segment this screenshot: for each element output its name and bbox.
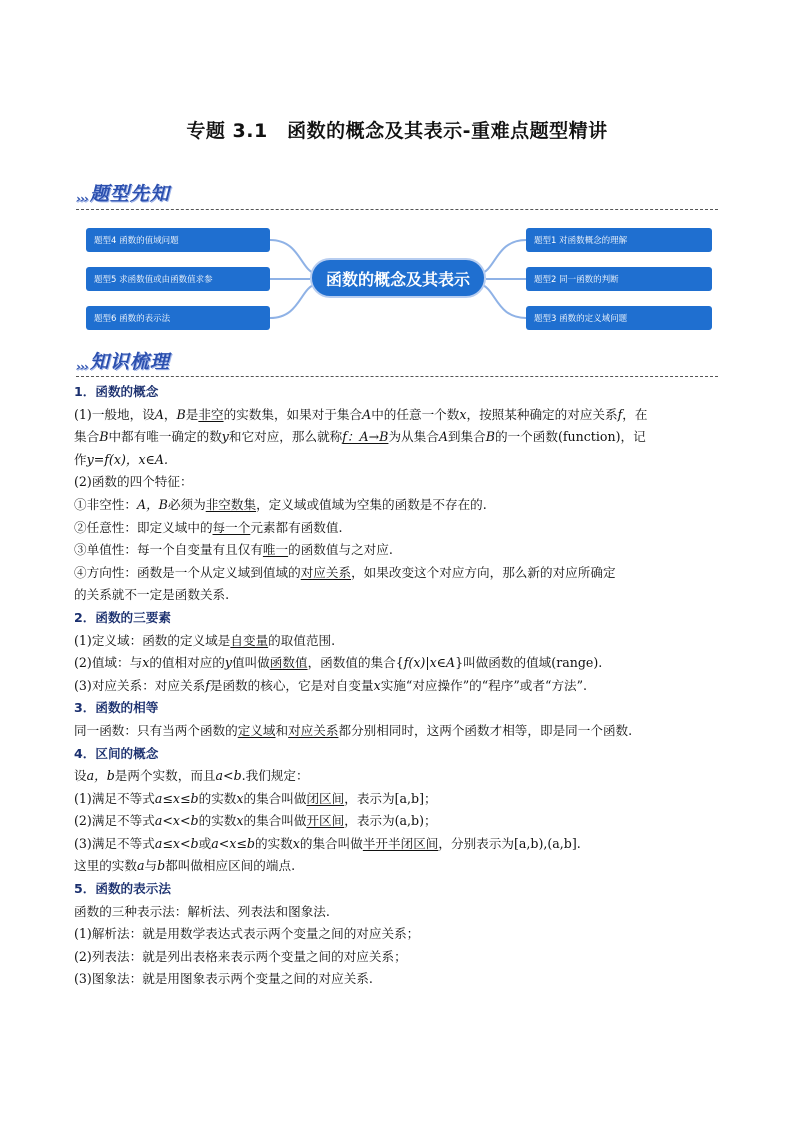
- heading-representation: 5．函数的表示法: [74, 881, 171, 897]
- paragraph: (2)函数的四个特征：: [74, 474, 193, 490]
- paragraph: 同一函数：只有当两个函数的定义域和对应关系都分别相同时，这两个函数才相等，即是同一个函数.: [74, 722, 633, 738]
- paragraph: (3)满足不等式a≤x<b或a<x≤b的实数x的集合叫做半开半闭区间，分别表示为[a,b),(a,b].: [74, 835, 581, 851]
- page-title: 专题 3.1 函数的概念及其表示-重难点题型精讲: [186, 120, 608, 142]
- mindmap-node-type6: 题型6 函数的表示法: [86, 306, 270, 330]
- mindmap-center-node: 函数的概念及其表示: [310, 258, 486, 298]
- heading-function-equality: 3．函数的相等: [74, 700, 159, 716]
- paragraph: 的关系就不一定是函数关系.: [74, 587, 230, 603]
- mindmap-node-type4: 题型4 函数的值域问题: [86, 228, 270, 252]
- paragraph: (2)值域：与x的值相对应的y值叫做函数值，函数值的集合{f(x)|x∈A}叫做函数的值域(range).: [74, 655, 603, 671]
- knowledge-content: [74, 381, 724, 991]
- paragraph: 设a，b是两个实数，而且a<b.我们规定：: [74, 768, 309, 784]
- heading-function-concept: 1．函数的概念: [74, 384, 159, 399]
- paragraph: (1)定义域：函数的定义域是自变量的取值范围.: [74, 632, 336, 648]
- paragraph: (2)列表法：就是列出表格来表示两个变量之间的对应关系；: [74, 948, 407, 964]
- mindmap-node-type3: 题型3 函数的定义域问题: [526, 306, 712, 330]
- paragraph: 集合B中都有唯一确定的数y和它对应，那么就称f：A→B为从集合A到集合B的一个函数(function)，记: [74, 429, 646, 445]
- triple-arrow-icon: ›››: [76, 360, 88, 374]
- paragraph: (2)满足不等式a<x<b的实数x的集合叫做开区间，表示为(a,b)；: [74, 813, 437, 829]
- heading-interval-concept: 4．区间的概念: [74, 745, 159, 761]
- paragraph: (1)一般地，设A，B是非空的实数集，如果对于集合A中的任意一个数x，按照某种确定的对应关系f，在: [74, 406, 648, 422]
- mindmap-node-type5: 题型5 求函数值或由函数值求参: [86, 267, 270, 291]
- paragraph: (3)图象法：就是用图象表示两个变量之间的对应关系.: [74, 971, 373, 987]
- triple-arrow-icon: ›››: [76, 192, 88, 206]
- section-header-label: 题型先知: [89, 183, 170, 205]
- paragraph: ④方向性：函数是一个从定义域到值域的对应关系，如果改变这个对应方向，那么新的对应所确定: [74, 564, 616, 580]
- paragraph: 函数的三种表示法：解析法、列表法和图象法.: [74, 903, 330, 919]
- paragraph: 这里的实数a与b都叫做相应区间的端点.: [74, 858, 296, 874]
- section-header-label: 知识梳理: [89, 351, 170, 373]
- paragraph: 作y=f(x)，x∈A.: [74, 451, 168, 467]
- divider-line: [76, 376, 718, 377]
- mindmap-node-type1: 题型1 对函数概念的理解: [526, 228, 712, 252]
- paragraph: ①非空性：A，B必须为非空数集，定义域或值域为空集的函数是不存在的.: [74, 496, 487, 512]
- heading-three-elements: 2．函数的三要素: [74, 609, 171, 625]
- mindmap-node-type2: 题型2 同一函数的判断: [526, 267, 712, 291]
- paragraph: ②任意性：即定义域中的每一个元素都有函数值.: [74, 519, 343, 535]
- section-header-knowledge: [76, 348, 170, 374]
- paragraph: (1)满足不等式a≤x≤b的实数x的集合叫做闭区间，表示为[a,b]；: [74, 790, 437, 806]
- paragraph: (1)解析法：就是用数学表达式表示两个变量之间的对应关系；: [74, 926, 420, 942]
- paragraph: ③单值性：每一个自变量有且仅有唯一的函数值与之对应.: [74, 542, 393, 558]
- paragraph: (3)对应关系：对应关系f是函数的核心，它是对自变量x实施“对应操作”的“程序”或者“方法”.: [74, 677, 588, 693]
